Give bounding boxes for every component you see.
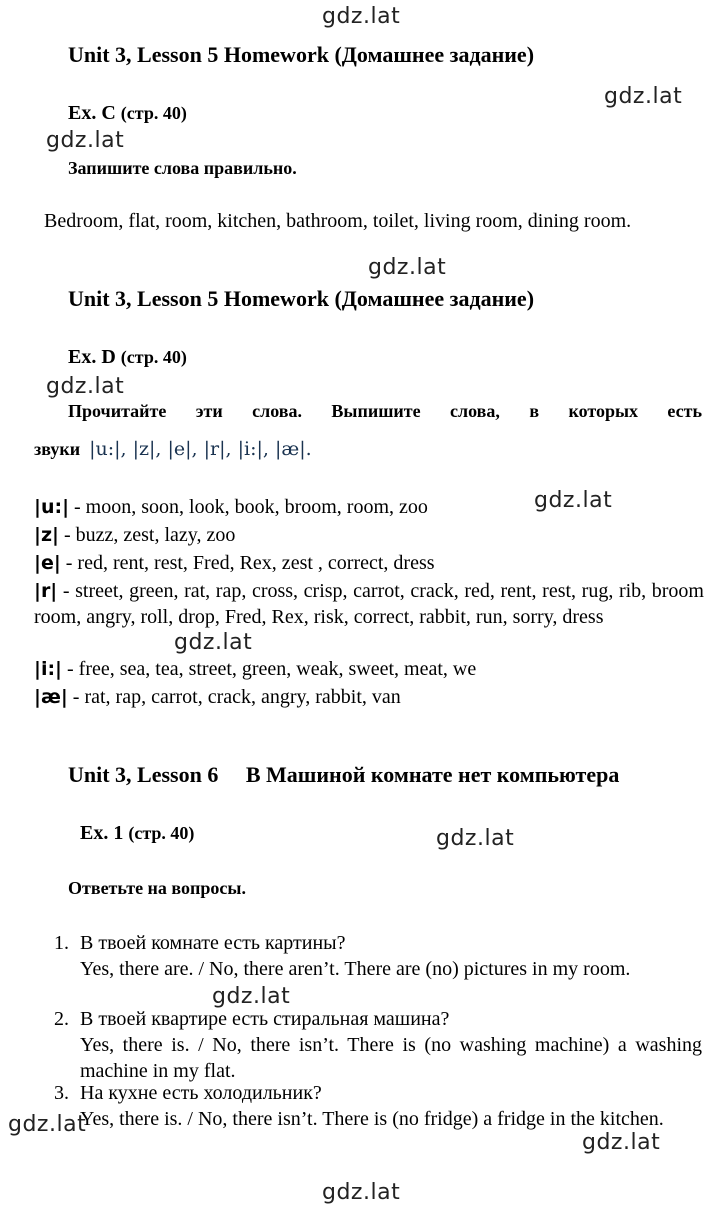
watermark: gdz.lat: [322, 4, 401, 29]
answer-text: Bedroom, flat, room, kitchen, bathroom, toilet, living room, dining room.: [44, 210, 632, 232]
watermark: gdz.lat: [46, 128, 125, 153]
exercise-heading: [80, 822, 194, 845]
section-title: Unit 3, Lesson 5 Homework (Домашнее задание): [68, 42, 535, 67]
watermark: gdz.lat: [582, 1130, 661, 1155]
watermark: gdz.lat: [46, 374, 125, 399]
exercise-label: Ex. D: [68, 346, 116, 368]
watermark: gdz.lat: [212, 984, 291, 1009]
exercise-label: Ex. C: [68, 102, 116, 124]
sound-row: |æ| - rat, rap, carrot, crack, angry, rabbit, van: [34, 686, 401, 708]
sound-row: |u:| - moon, soon, look, book, broom, room, zoo: [34, 496, 428, 518]
watermark: gdz.lat: [368, 255, 447, 280]
watermark: gdz.lat: [8, 1112, 87, 1137]
question-item: [54, 930, 702, 982]
instruction: Ответьте на вопросы.: [68, 878, 246, 898]
watermark: gdz.lat: [604, 84, 683, 109]
question-number: 1.: [54, 932, 69, 954]
question-number: 2.: [54, 1008, 69, 1030]
section-title: Unit 3, Lesson 6 В Машиной комнате нет компьютера: [68, 762, 620, 787]
section-title: Unit 3, Lesson 5 Homework (Домашнее задание): [68, 286, 535, 311]
sound-row: |r| - street, green, rat, rap, cross, crisp, carrot, crack, red, rent, rest, rug, rib, broom room, angry, roll, drop, Fred, Rex, risk, correct, rabbit, run, sorry, dress: [34, 580, 704, 628]
exercise-heading: [68, 346, 187, 369]
exercise-page: (стр. 40): [128, 823, 195, 843]
question-item: [54, 1006, 702, 1084]
watermark: gdz.lat: [322, 1180, 401, 1205]
watermark: gdz.lat: [534, 488, 613, 513]
sound-row: |i:| - free, sea, tea, street, green, weak, sweet, meat, we: [34, 658, 477, 680]
answer-text: Yes, there is. / No, there isn’t. There is (no washing machine) a washing machine in my flat.: [80, 1034, 702, 1082]
sounds-list: |u:|, |z|, |e|, |r|, |i:|, |æ|.: [89, 438, 312, 460]
exercise-heading: [68, 102, 187, 125]
question-text: В твоей комнате есть картины?: [80, 932, 346, 954]
answer-text: Yes, there are. / No, there aren’t. There are (no) pictures in my room.: [80, 958, 631, 980]
instruction: Прочитайте эти слова. Выпишите слова, в которых есть: [68, 401, 702, 421]
instruction: Запишите слова правильно.: [68, 158, 297, 178]
watermark: gdz.lat: [436, 826, 515, 851]
sound-row: |e| - red, rent, rest, Fred, Rex, zest , correct, dress: [34, 552, 435, 574]
watermark: gdz.lat: [174, 630, 253, 655]
question-item: [54, 1080, 702, 1132]
answer-text: Yes, there is. / No, there isn’t. There is (no fridge) a fridge in the kitchen.: [80, 1108, 664, 1130]
question-text: В твоей квартире есть стиральная машина?: [80, 1008, 450, 1030]
exercise-page: (стр. 40): [120, 347, 187, 367]
question-text: На кухне есть холодильник?: [80, 1082, 322, 1104]
question-number: 3.: [54, 1082, 69, 1104]
instruction-sounds: звуки |u:|, |z|, |e|, |r|, |i:|, |æ|.: [34, 438, 312, 460]
exercise-page: (стр. 40): [120, 103, 187, 123]
exercise-label: Ex. 1: [80, 822, 124, 844]
sound-row: |z| - buzz, zest, lazy, zoo: [34, 524, 236, 546]
